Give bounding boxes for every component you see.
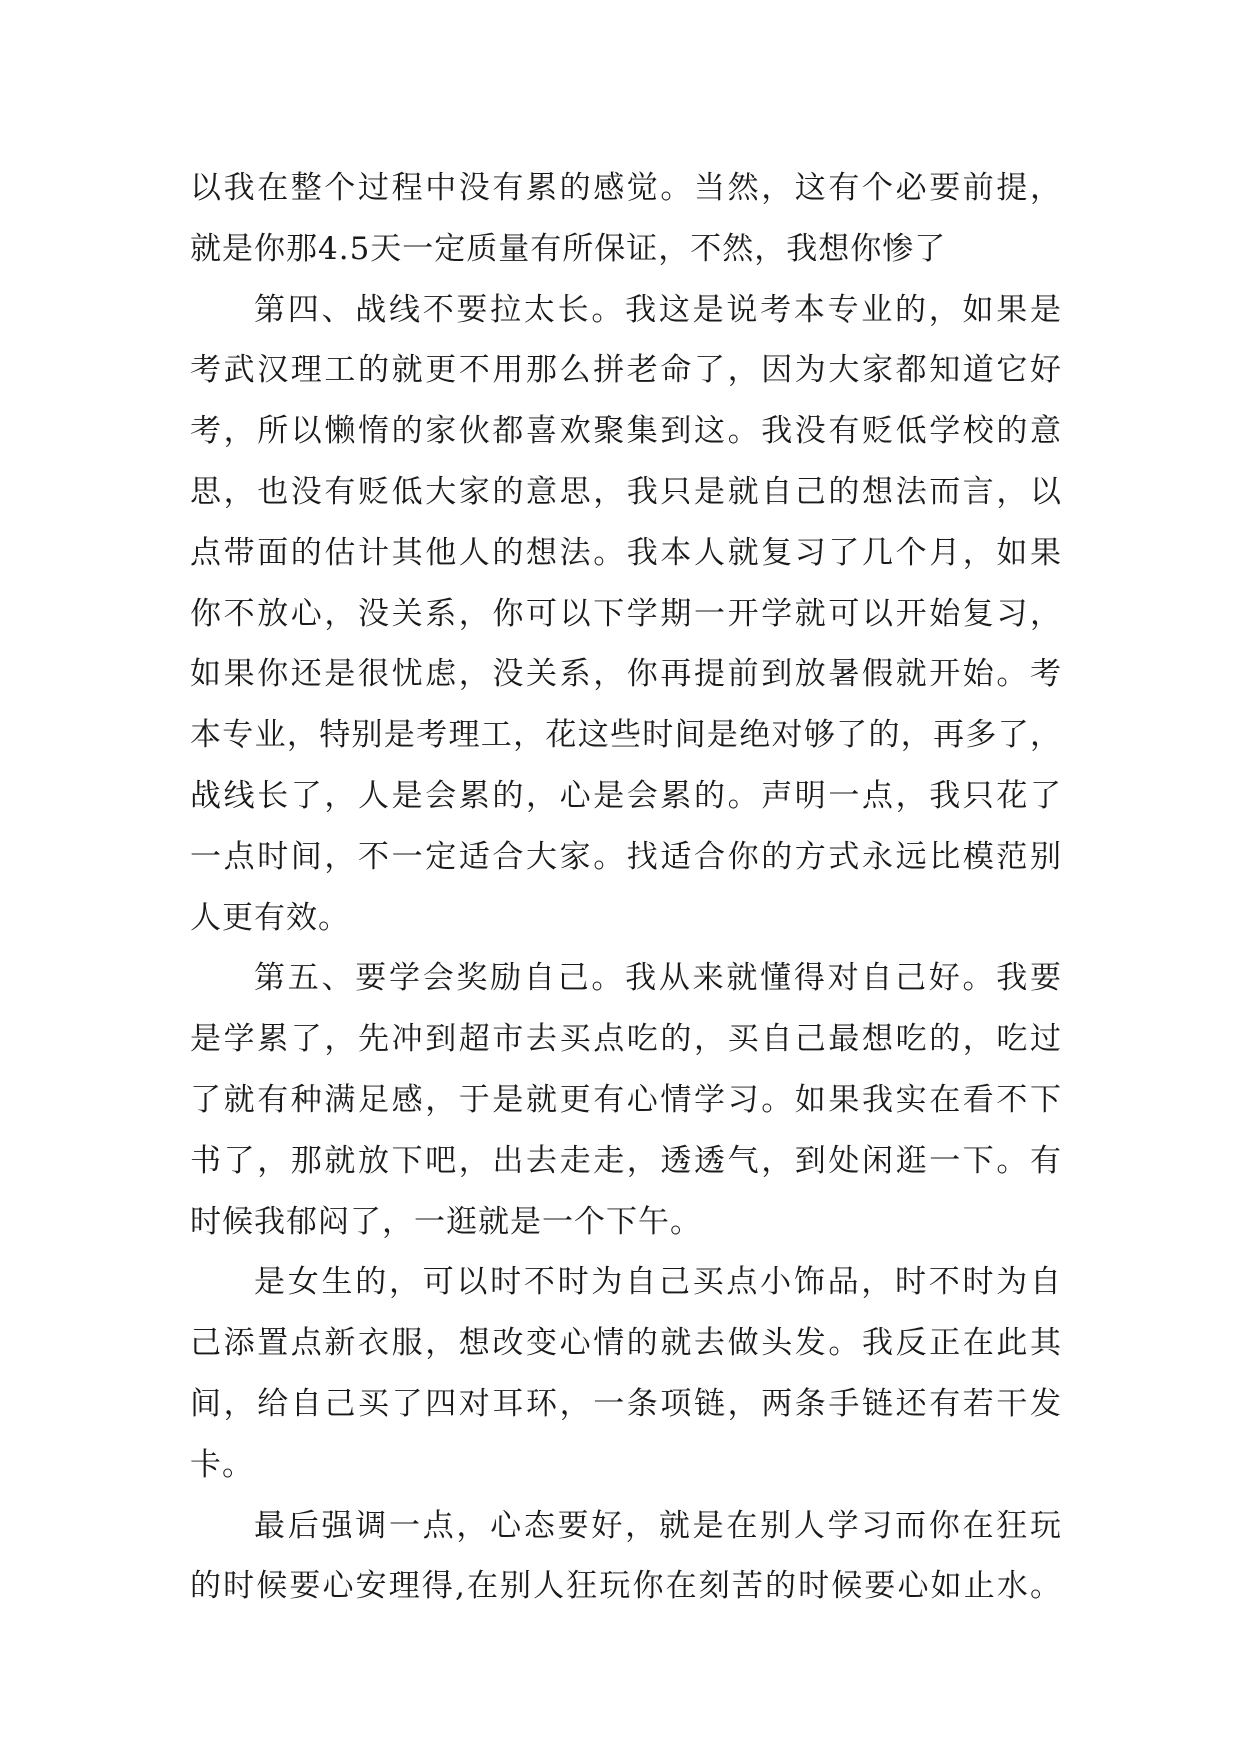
text-line: 卡。 [190, 1446, 254, 1483]
text-line: 考，所以懒惰的家伙都喜欢聚集到这。我没有贬低学校的意 [190, 413, 1062, 450]
text-line: 是女生的，可以时不时为自己买点小饰品，时不时为自 [254, 1264, 1062, 1301]
text-line: 如果你还是很忧虑，没关系，你再提前到放暑假就开始。考 [190, 656, 1062, 693]
text-line: 了就有种满足感，于是就更有心情学习。如果我实在看不下 [190, 1081, 1062, 1118]
text-line: 的时候要心安理得,在别人狂玩你在刻苦的时候要心如止水。 [190, 1568, 1062, 1605]
text-line: 最后强调一点，心态要好，就是在别人学习而你在狂玩 [254, 1507, 1062, 1544]
text-line: 是学累了，先冲到超市去买点吃的，买自己最想吃的，吃过 [190, 1021, 1062, 1058]
text-line: 第四、战线不要拉太长。我这是说考本专业的，如果是 [254, 291, 1062, 328]
text-line: 一点时间，不一定适合大家。找适合你的方式永远比模范别 [190, 838, 1062, 875]
text-line: 思，也没有贬低大家的意思，我只是就自己的想法而言，以 [190, 473, 1062, 510]
text-line: 本专业，特别是考理工，花这些时间是绝对够了的，再多了， [190, 717, 1062, 754]
text-line: 书了，那就放下吧，出去走走，透透气，到处闲逛一下。有 [190, 1142, 1062, 1179]
text-line: 就是你那4.5天一定质量有所保证，不然，我想你惨了 [190, 230, 947, 267]
text-line: 第五、要学会奖励自己。我从来就懂得对自己好。我要 [254, 960, 1062, 997]
text-line: 己添置点新衣服，想改变心情的就去做头发。我反正在此其 [190, 1325, 1062, 1362]
text-line: 你不放心，没关系，你可以下学期一开学就可以开始复习， [190, 595, 1062, 632]
text-line: 考武汉理工的就更不用那么拼老命了，因为大家都知道它好 [190, 352, 1062, 389]
text-line: 时候我郁闷了，一逛就是一个下午。 [190, 1203, 702, 1240]
text-line: 点带面的估计其他人的想法。我本人就复习了几个月，如果 [190, 534, 1062, 571]
text-line: 战线长了，人是会累的，心是会累的。声明一点，我只花了 [190, 777, 1062, 814]
text-line: 以我在整个过程中没有累的感觉。当然，这有个必要前提， [190, 170, 1062, 206]
text-line: 人更有效。 [190, 899, 350, 936]
document-body-text [190, 158, 1062, 1617]
text-line: 间，给自己买了四对耳环，一条项链，两条手链还有若干发 [190, 1385, 1062, 1422]
